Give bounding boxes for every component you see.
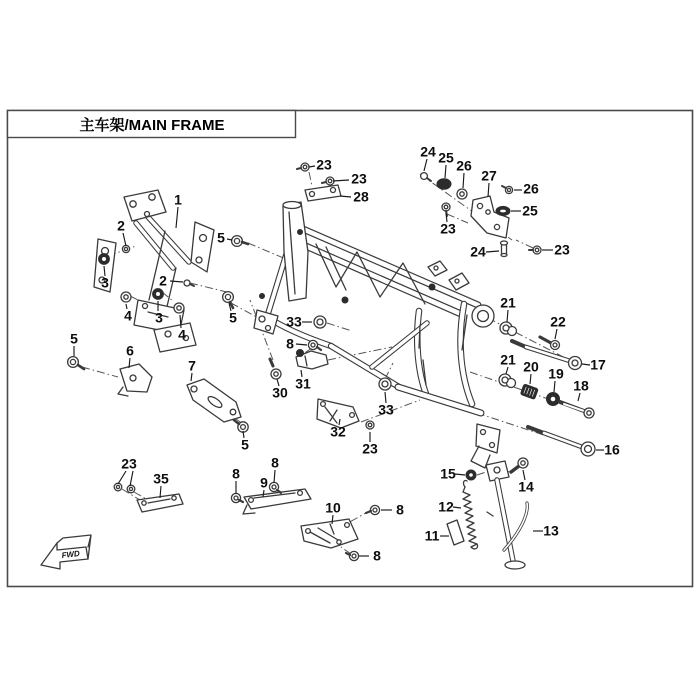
leader-line-12 (453, 507, 461, 508)
part-callout-20: 20 (523, 358, 539, 375)
leader-line-17 (582, 364, 590, 365)
part-callout-8: 8 (271, 454, 279, 471)
part-callout-5: 5 (70, 330, 78, 347)
part-callout-8: 8 (373, 547, 381, 564)
fwd-marker (41, 535, 91, 569)
part-callout-23: 23 (316, 156, 332, 173)
page-title: 主车架/MAIN FRAME (79, 117, 225, 134)
leader-line-24 (424, 159, 427, 171)
part-callout-1: 1 (174, 191, 182, 208)
part-callout-26: 26 (523, 180, 539, 197)
part-callout-7: 7 (188, 357, 196, 374)
part-callout-21: 21 (500, 294, 516, 311)
part-callout-25: 25 (438, 149, 454, 166)
part-callout-4: 4 (178, 326, 186, 343)
kickstand-art (447, 461, 527, 569)
part-callout-15: 15 (440, 465, 456, 482)
part-callout-31: 31 (295, 375, 311, 392)
leader-line-23 (309, 166, 315, 167)
part-callout-11: 11 (424, 527, 440, 544)
part-callout-23: 23 (554, 241, 570, 258)
leader-line-23 (118, 471, 126, 484)
leader-line-7 (191, 373, 192, 381)
part-callout-13: 13 (543, 522, 559, 539)
part-callout-10: 10 (325, 499, 341, 516)
part-callout-23: 23 (362, 440, 378, 457)
part-callout-28: 28 (353, 188, 369, 205)
part-callout-16: 16 (604, 441, 620, 458)
part-callout-33: 33 (378, 401, 394, 418)
part-callout-30: 30 (272, 384, 288, 401)
part-callout-12: 12 (438, 498, 454, 515)
drawing-border (8, 111, 693, 587)
part-callout-26: 26 (456, 157, 472, 174)
part-callout-27: 27 (481, 167, 497, 184)
part-callout-23: 23 (440, 220, 456, 237)
part-callout-8: 8 (396, 501, 404, 518)
leader-line-8 (296, 344, 307, 345)
part-callout-33: 33 (286, 313, 302, 330)
leader-line-27 (488, 183, 489, 197)
part-callout-5: 5 (241, 436, 249, 453)
leader-line-21 (506, 367, 508, 374)
part-callout-6: 6 (126, 342, 134, 359)
part-callout-23: 23 (351, 170, 367, 187)
part-callout-17: 17 (590, 356, 606, 373)
leader-line-18 (578, 393, 580, 401)
leader-line-21 (507, 310, 508, 322)
part-callout-35: 35 (153, 470, 169, 487)
fwd-label: FWD (61, 548, 81, 561)
leader-line-26 (463, 173, 464, 188)
part-callout-4: 4 (124, 307, 132, 324)
leader-line-20 (530, 374, 531, 384)
part-callout-5: 5 (229, 309, 237, 326)
part-callout-8: 8 (286, 335, 294, 352)
part-callout-25: 25 (522, 202, 538, 219)
leader-line-22 (555, 329, 557, 339)
leader-line-15 (455, 474, 465, 475)
part-callout-14: 14 (518, 478, 534, 495)
leader-line-28 (340, 196, 351, 197)
part-callout-23: 23 (121, 455, 137, 472)
part-callout-5: 5 (217, 229, 225, 246)
leader-line-19 (554, 381, 555, 392)
leader-line-2 (170, 281, 183, 282)
leader-line-23 (333, 180, 349, 181)
part-callout-8: 8 (232, 465, 240, 482)
front-subframe-art (94, 190, 214, 352)
part-callout-32: 32 (330, 423, 346, 440)
leader-line-23 (130, 471, 133, 486)
brackets-art (118, 185, 509, 548)
leader-line-8 (274, 470, 275, 483)
part-callout-19: 19 (548, 365, 564, 382)
part-callout-9: 9 (260, 474, 268, 491)
part-callout-24: 24 (470, 243, 486, 260)
leader-line-1 (176, 207, 178, 228)
leader-line-24 (486, 251, 499, 252)
part-callout-2: 2 (159, 272, 167, 289)
part-callout-2: 2 (117, 217, 125, 234)
part-callout-24: 24 (420, 143, 436, 160)
part-callout-3: 3 (101, 274, 109, 291)
part-callout-22: 22 (550, 313, 566, 330)
part-callout-21: 21 (500, 351, 516, 368)
leader-line-2 (123, 233, 126, 246)
part-callout-18: 18 (573, 377, 589, 394)
leader-line-25 (445, 165, 446, 178)
part-callout-3: 3 (155, 309, 163, 326)
